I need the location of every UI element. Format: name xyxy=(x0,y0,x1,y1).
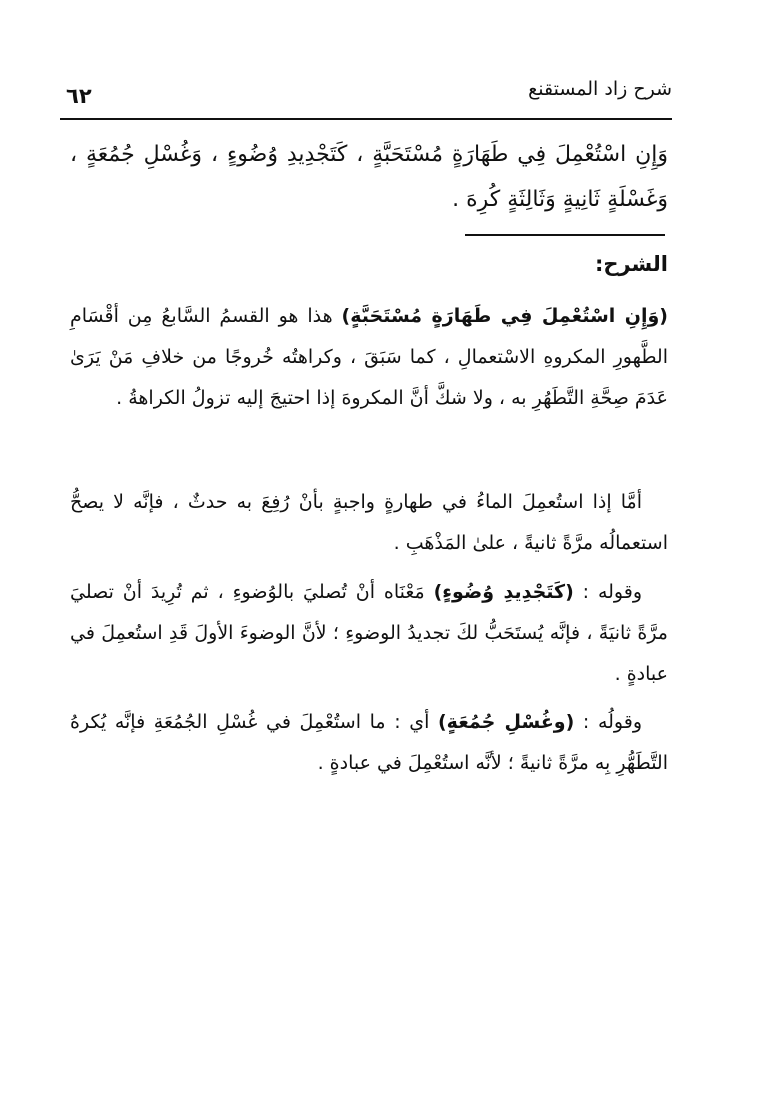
paragraph-lead: وقولُه : xyxy=(574,711,642,733)
commentary-heading: الشرح: xyxy=(594,252,668,276)
matn-quote: (وَإِنِ اسْتُعْمِلَ فِي طَهَارَةٍ مُسْتَحَبَّةٍ) xyxy=(341,305,668,327)
commentary-paragraph-1 xyxy=(70,296,668,419)
paragraph-text: أمَّا إذا استُعمِلَ الماءُ في طهارةٍ واجبةٍ بأنْ رُفِعَ به حدثٌ ، فإنَّه لا يصحُّ استعمالُه مرَّةً ثانيةً ، علىٰ المَذْهَبِ . xyxy=(70,491,668,554)
commentary-paragraph-4 xyxy=(70,702,668,784)
page-header xyxy=(60,78,672,116)
matn-text xyxy=(70,132,668,222)
paragraph-text: أي : ما استُعْمِلَ في غُسْلِ الجُمُعَةِ فإنَّه يُكرهُ التَّطَهُّرِ بِه مرَّةً ثانيةً ؛ لأنَّه استُعْمِلَ في عبادةٍ . xyxy=(70,711,668,774)
paragraph-text: مَعْنَاه أنْ تُصليَ بالوُضوءِ ، ثم تُرِيدَ أنْ تصليَ مرَّةً ثانيَةً ، فإنَّه يُستَحَبُّ لكَ تجديدُ الوضوءِ ؛ لأنَّ الوضوءَ الأولَ قَدِ استُعمِلَ في عبادةٍ . xyxy=(70,581,668,685)
matn-line-1: وَإِنِ اسْتُعْمِلَ فِي طَهَارَةٍ مُسْتَحَبَّةٍ ، كَتَجْدِيدِ وُضُوءٍ ، وَغُسْلِ xyxy=(143,142,668,167)
paragraph-lead: وقوله : xyxy=(573,581,642,603)
running-title: شرح زاد المستقنع xyxy=(528,78,672,100)
matn-line-2: جُمُعَةٍ ، وَغَسْلَةٍ ثَانِيةٍ وَثَالِثَةٍ كُرِهَ . xyxy=(70,142,668,212)
header-rule xyxy=(60,118,672,120)
commentary-paragraph-2 xyxy=(70,482,668,564)
commentary-paragraph-3 xyxy=(70,572,668,695)
matn-quote: (كَتَجْدِيدِ وُضُوءٍ) xyxy=(433,581,574,603)
matn-quote: (وغُسْلِ جُمُعَةٍ) xyxy=(437,711,575,733)
paragraph-text: هذا هو القسمُ السَّابعُ مِن أقْسَامِ الطَّهورِ المكروهِ الاسْتعمالِ ، كما سَبَقَ ، وكراهتُه خُروجًا من خلافِ مَنْ يَرَىٰ عَدَمَ صِحَّةِ التَّطَهُرِ به ، ولا شكَّ أنَّ المكروهَ إذا احتيجَ إليه تزولُ الكراهةُ . xyxy=(70,305,668,409)
page-number: ٦٢ xyxy=(66,84,92,108)
matn-separator xyxy=(465,234,665,236)
